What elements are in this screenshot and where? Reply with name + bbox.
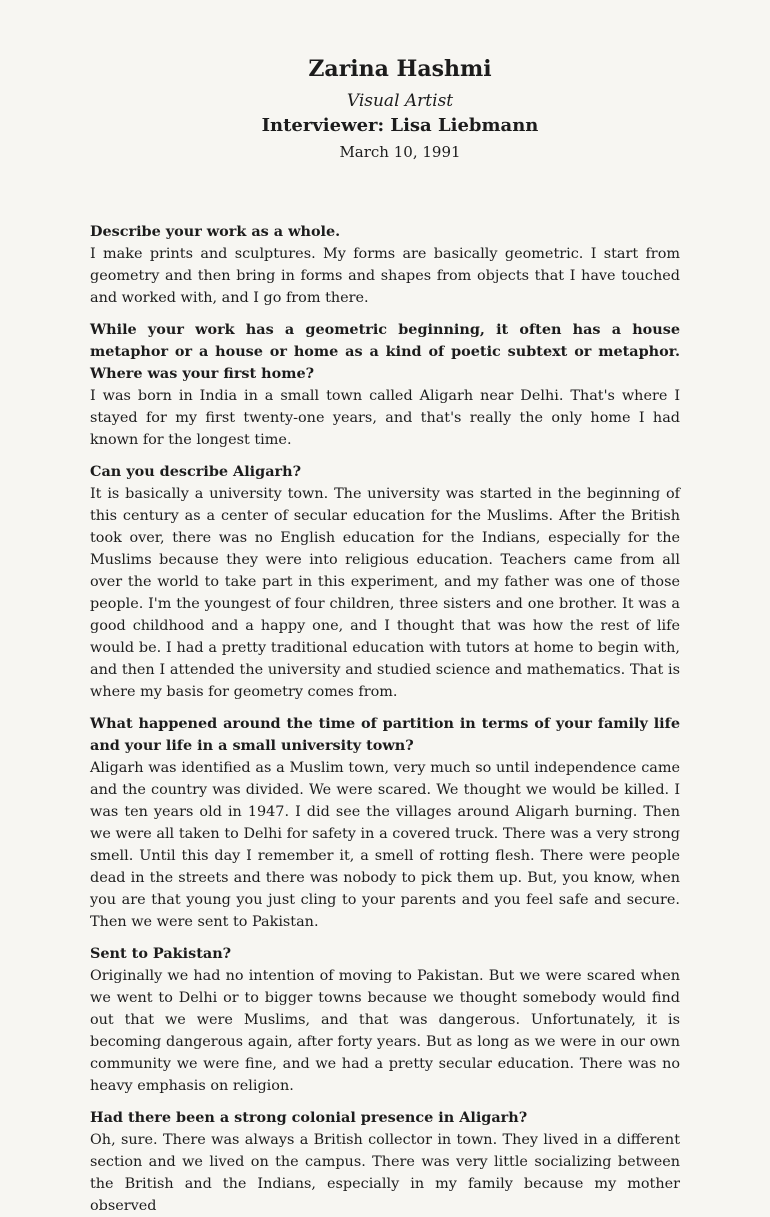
interviewee-role: Visual Artist <box>346 91 454 111</box>
answer: I make prints and sculptures. My forms are basically geometric. I start from geometry and then bring in forms and shapes from objects that I have touched and worked with, and I go from there. <box>90 246 680 306</box>
question: While your work has a geometric beginning, it often has a house metaphor or a house or home as a kind of poetic subtext or metaphor. Where was your first home? <box>90 321 680 382</box>
question: Can you describe Aligarh? <box>90 463 302 480</box>
qa-block <box>90 221 680 309</box>
interview-body <box>90 221 680 1217</box>
answer: Originally we had no intention of moving to Pakistan. But we were scared when we went to Delhi or to bigger towns because we thought somebody would find out that we were Muslims, and that was dangerous. Unfortunately, it is becoming dangerous again, after forty years. But as long as we were in our own community we were fine, and we had a pretty secular education. There was no heavy emphasis on religion. <box>90 968 680 1094</box>
qa-block <box>90 319 680 451</box>
interviewer-line: Interviewer: Lisa Liebmann <box>261 115 539 136</box>
question: Had there been a strong colonial presence in Aligarh? <box>90 1109 528 1126</box>
qa-block <box>90 461 680 703</box>
answer: Oh, sure. There was always a British collector in town. They lived in a different section and we lived on the campus. There was very little socializing between the British and the Indians, especially in my family because my mother observed <box>90 1132 680 1214</box>
answer: I was born in India in a small town called Aligarh near Delhi. That's where I stayed for my first twenty-one years, and that's really the only home I had known for the longest time. <box>90 388 680 448</box>
interviewee-name: Zarina Hashmi <box>308 56 492 82</box>
qa-block <box>90 943 680 1097</box>
answer: Aligarh was identified as a Muslim town, very much so until independence came and the country was divided. We were scared. We thought we would be killed. I was ten years old in 1947. I did see the villages around Aligarh burning. Then we were all taken to Delhi for safety in a covered truck. There was a very strong smell. Until this day I remember it, a smell of rotting flesh. There were people dead in the streets and there was nobody to pick them up. But, you know, when you are that young you just cling to your parents and you feel safe and secure. Then we were sent to Pakistan. <box>90 760 680 930</box>
document-header <box>170 55 630 163</box>
qa-block <box>90 713 680 933</box>
question: Sent to Pakistan? <box>90 945 232 962</box>
interview-date: March 10, 1991 <box>339 143 461 161</box>
qa-block <box>90 1107 680 1217</box>
question: Describe your work as a whole. <box>90 223 341 240</box>
question: What happened around the time of partition in terms of your family life and your life in a small university town? <box>90 715 680 754</box>
answer: It is basically a university town. The university was started in the beginning of this century as a center of secular education for the Muslims. After the British took over, there was no English education for the Indians, especially for the Muslims because they were into religious education. Teachers came from all over the world to take part in this experiment, and my father was one of those people. I'm the youngest of four children, three sisters and one brother. It was a good childhood and a happy one, and I thought that was how the rest of life would be. I had a pretty traditional education with tutors at home to begin with, and then I attended the university and studied science and mathematics. That is where my basis for geometry comes from. <box>90 486 680 700</box>
